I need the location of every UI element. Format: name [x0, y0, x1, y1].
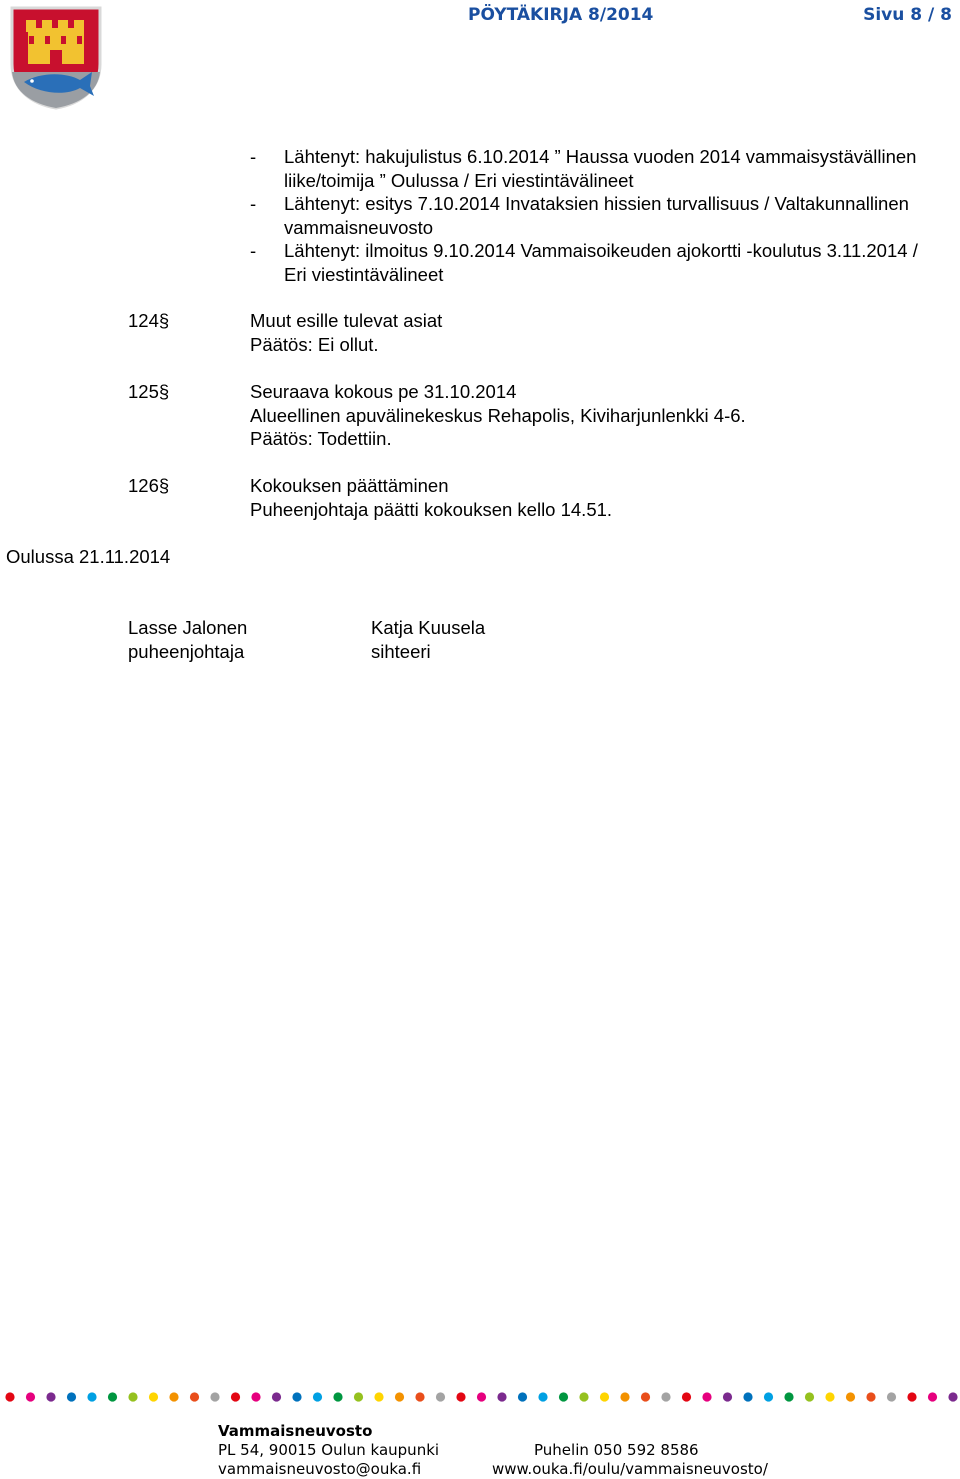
list-dash: -	[250, 240, 257, 261]
decorative-dot	[477, 1392, 486, 1401]
decorative-dot	[128, 1392, 137, 1401]
place-date: Oulussa 21.11.2014	[6, 546, 171, 567]
decorative-dot	[682, 1392, 691, 1401]
decorative-dot	[313, 1392, 322, 1401]
decorative-dot	[887, 1392, 896, 1401]
decorative-dot	[251, 1392, 260, 1401]
decorative-dot	[702, 1392, 711, 1401]
decorative-dot	[436, 1392, 445, 1401]
list-item-text: Lähtenyt: ilmoitus 9.10.2014 Vammaisoikeuden ajokortti -koulutus 3.11.2014 / Eri viestintävälineet	[284, 240, 918, 285]
section-heading: Seuraava kokous pe 31.10.2014	[250, 381, 517, 402]
decorative-dot	[518, 1392, 527, 1401]
section-line: Alueellinen apuvälinekeskus Rehapolis, Kiviharjunlenkki 4-6.	[250, 404, 746, 426]
footer-email: vammaisneuvosto@ouka.fi	[218, 1460, 422, 1478]
section-number: 126§	[128, 475, 170, 496]
decorative-dot	[600, 1392, 609, 1401]
section-line: Päätös: Ei ollut.	[250, 333, 379, 355]
decorative-dot	[579, 1392, 588, 1401]
signature-secretary	[371, 616, 485, 663]
list-item	[250, 192, 940, 239]
signature-chair	[128, 616, 247, 663]
decorative-dot	[395, 1392, 404, 1401]
decorative-dot	[415, 1392, 424, 1401]
section-heading: Kokouksen päättäminen	[250, 475, 449, 496]
section-sign: §	[158, 381, 170, 402]
footer-address: PL 54, 90015 Oulun kaupunki	[218, 1441, 440, 1459]
document-title: PÖYTÄKIRJA 8/2014	[468, 5, 654, 25]
list-dash: -	[250, 193, 257, 214]
list-dash: -	[250, 146, 257, 167]
decorative-dot	[907, 1392, 916, 1401]
section-content	[250, 474, 930, 521]
decorative-dot	[805, 1392, 814, 1401]
decorative-dot	[723, 1392, 732, 1401]
decorative-dot	[292, 1392, 301, 1401]
decorative-dot	[948, 1392, 957, 1401]
decorative-dot	[231, 1392, 240, 1401]
footer-website: www.ouka.fi/oulu/vammaisneuvosto/	[492, 1460, 768, 1478]
decorative-dot	[764, 1392, 773, 1401]
section-content	[250, 309, 930, 356]
signer-name: Katja Kuusela	[371, 617, 486, 638]
section-sign: §	[158, 310, 170, 331]
section-heading: Muut esille tulevat asiat	[250, 310, 443, 331]
section-line: Puheenjohtaja päätti kokouksen kello 14.51.	[250, 498, 613, 520]
sent-items-list	[250, 145, 940, 286]
decorative-dot	[456, 1392, 465, 1401]
signer-role: puheenjohtaja	[128, 640, 245, 662]
section-sign: §	[158, 475, 170, 496]
decorative-dot	[5, 1392, 14, 1401]
decorative-dot	[149, 1392, 158, 1401]
decorative-dot	[825, 1392, 834, 1401]
decorative-dot	[87, 1392, 96, 1401]
decorative-dot	[846, 1392, 855, 1401]
decorative-dot	[108, 1392, 117, 1401]
list-item-text: Lähtenyt: hakujulistus 6.10.2014 ” Haussa vuoden 2014 vammaisystävällinen liike/toimija ” Oulussa / Eri viestintävälineet	[284, 146, 917, 191]
page-number: Sivu 8 / 8	[863, 5, 952, 25]
decorative-dot-row	[0, 1390, 960, 1404]
section-content	[250, 380, 930, 451]
decorative-dot	[26, 1392, 35, 1401]
signer-role: sihteeri	[371, 640, 431, 662]
decorative-dot	[210, 1392, 219, 1401]
footer-phone: Puhelin 050 592 8586	[534, 1441, 699, 1459]
decorative-dot	[538, 1392, 547, 1401]
decorative-dot	[169, 1392, 178, 1401]
list-item	[250, 145, 940, 192]
decorative-dot	[620, 1392, 629, 1401]
page-header	[0, 5, 960, 29]
decorative-dot	[928, 1392, 937, 1401]
section-line: Päätös: Todettiin.	[250, 428, 392, 449]
decorative-dot	[67, 1392, 76, 1401]
decorative-dot	[190, 1392, 199, 1401]
list-item	[250, 239, 940, 286]
decorative-dot	[46, 1392, 55, 1401]
decorative-dot	[497, 1392, 506, 1401]
signer-name: Lasse Jalonen	[128, 617, 248, 638]
decorative-dot	[661, 1392, 670, 1401]
decorative-dot	[866, 1392, 875, 1401]
list-item-text: Lähtenyt: esitys 7.10.2014 Invataksien hissien turvallisuus / Valtakunnallinen vammaisneuvosto	[284, 193, 909, 238]
decorative-dot	[272, 1392, 281, 1401]
section-number: 125§	[128, 381, 170, 402]
decorative-dot	[743, 1392, 752, 1401]
decorative-dot	[333, 1392, 342, 1401]
decorative-dot	[559, 1392, 568, 1401]
section-number: 124§	[128, 310, 170, 331]
decorative-dot	[374, 1392, 383, 1401]
decorative-dot	[354, 1392, 363, 1401]
decorative-dot	[641, 1392, 650, 1401]
decorative-dot	[784, 1392, 793, 1401]
page-footer	[218, 1422, 938, 1478]
footer-organization: Vammaisneuvosto	[218, 1422, 373, 1440]
